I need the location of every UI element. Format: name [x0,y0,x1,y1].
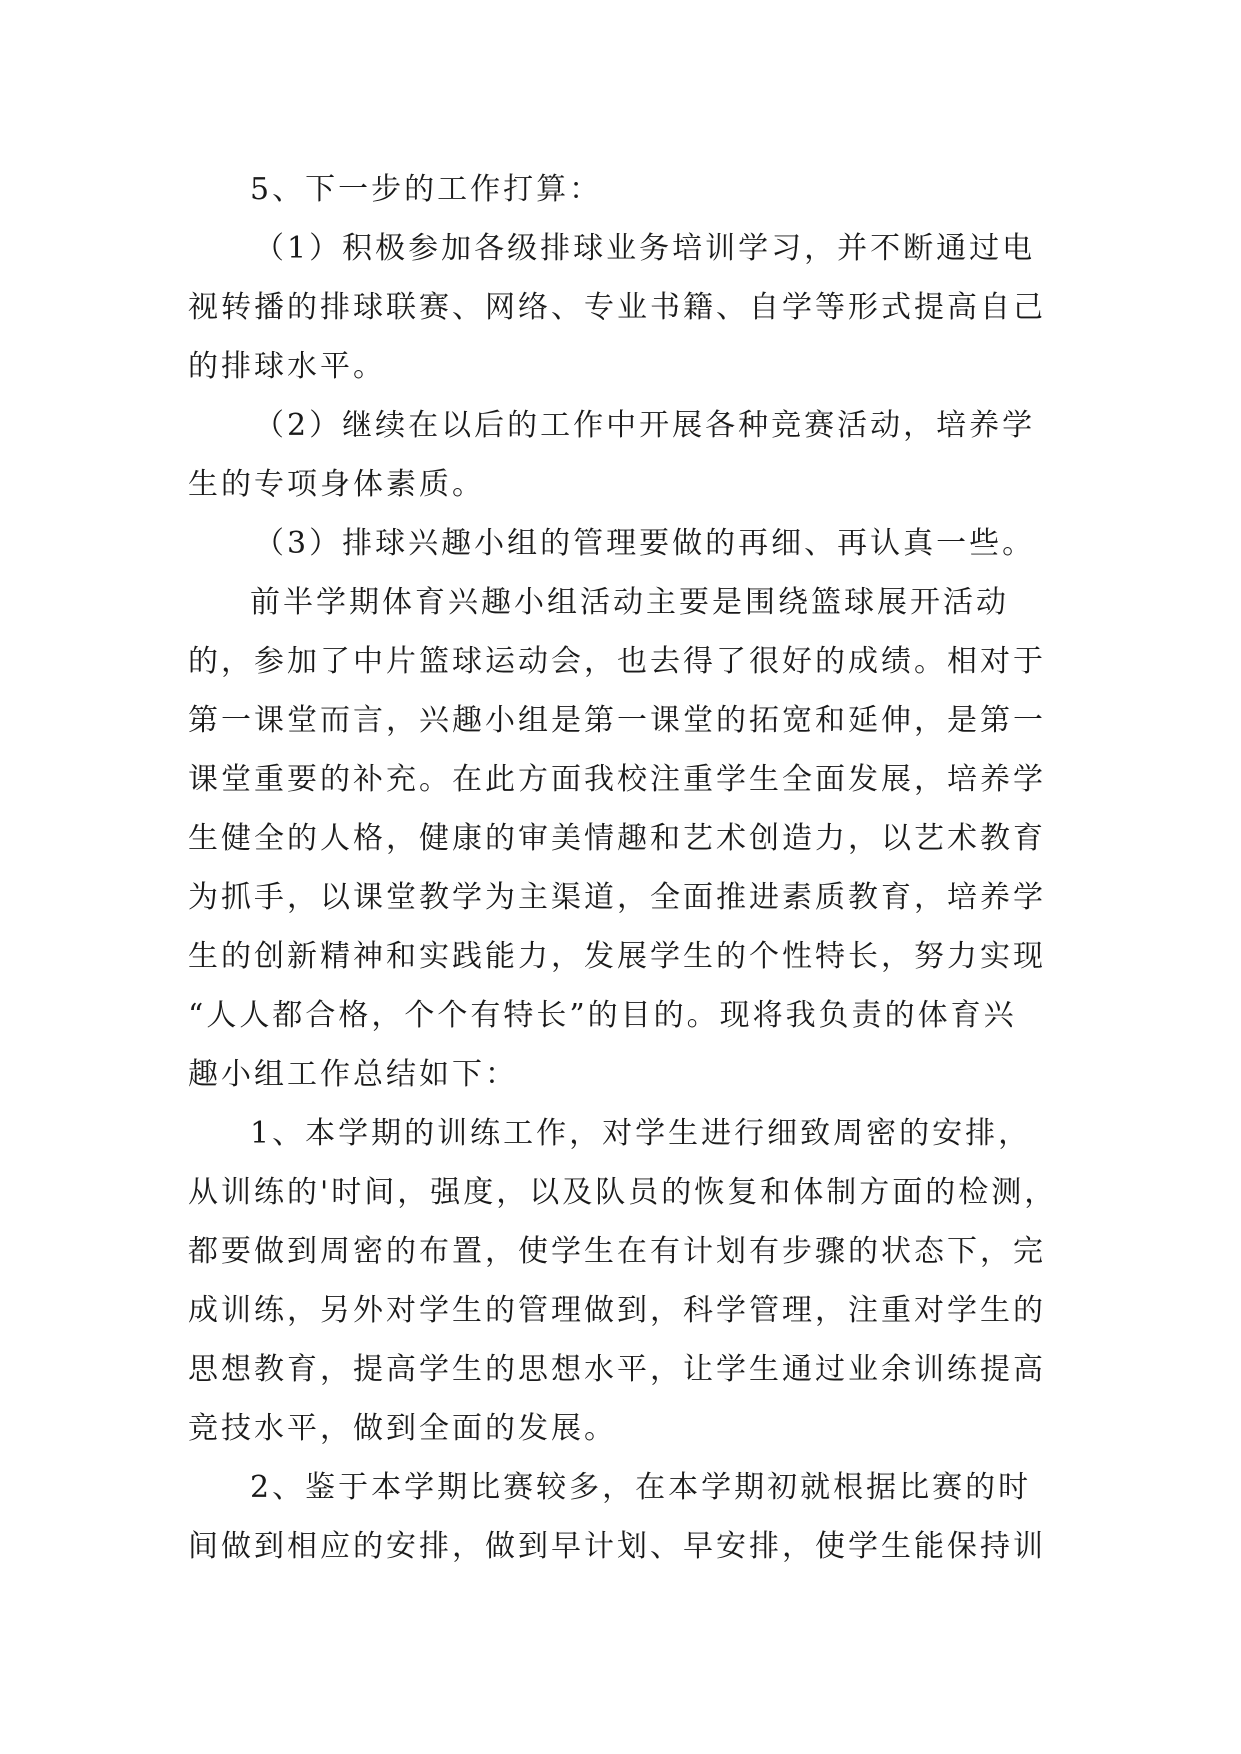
paragraph-intro-line-9: 趣小组工作总结如下： [188,1057,518,1092]
paragraph-intro-line-3: 第一课堂而言，兴趣小组是第一课堂的拓宽和延伸，是第一 [188,703,1046,738]
plan-item-1-line-3: 的排球水平。 [188,349,386,384]
summary-item-1-line-3: 都要做到周密的布置，使学生在有计划有步骤的状态下，完 [188,1234,1046,1269]
plan-item-2-line-1: （2）继续在以后的工作中开展各种竞赛活动，培养学 [254,408,1036,443]
summary-item-1-line-4: 成训练，另外对学生的管理做到，科学管理，注重对学生的 [188,1293,1046,1328]
summary-item-1-line-5: 思想教育，提高学生的思想水平，让学生通过业余训练提高 [188,1352,1046,1387]
paragraph-intro-line-2: 的，参加了中片篮球运动会，也去得了很好的成绩。相对于 [188,644,1046,679]
summary-item-1-line-2: 从训练的'时间，强度，以及队员的恢复和体制方面的检测， [188,1175,1058,1210]
summary-item-1-line-6: 竞技水平，做到全面的发展。 [188,1411,617,1446]
document-body [188,160,1058,1576]
plan-item-2-line-2: 生的专项身体素质。 [188,467,485,502]
plan-item-3-line-1: （3）排球兴趣小组的管理要做的再细、再认真一些。 [254,526,1036,561]
paragraph-intro-line-1: 前半学期体育兴趣小组活动主要是围绕篮球展开活动 [250,585,1009,620]
summary-item-2-line-2: 间做到相应的安排，做到早计划、早安排，使学生能保持训 [188,1529,1046,1564]
section-heading-next-plan: 5、下一步的工作打算： [250,172,603,207]
plan-item-1-line-1: （1）积极参加各级排球业务培训学习，并不断通过电 [254,231,1036,266]
summary-item-1-line-1: 1、本学期的训练工作，对学生进行细致周密的安排， [250,1116,1032,1151]
plan-item-1-line-2: 视转播的排球联赛、网络、专业书籍、自学等形式提高自己 [188,290,1046,325]
paragraph-intro-line-6: 为抓手，以课堂教学为主渠道，全面推进素质教育，培养学 [188,880,1046,915]
paragraph-intro-line-4: 课堂重要的补充。在此方面我校注重学生全面发展，培养学 [188,762,1046,797]
paragraph-intro-line-8: “人人都合格，个个有特长”的目的。现将我负责的体育兴 [188,998,1017,1033]
summary-item-2-line-1: 2、鉴于本学期比赛较多，在本学期初就根据比赛的时 [250,1470,1032,1505]
paragraph-intro-line-7: 生的创新精神和实践能力，发展学生的个性特长，努力实现 [188,939,1046,974]
paragraph-intro-line-5: 生健全的人格，健康的审美情趣和艺术创造力，以艺术教育 [188,821,1046,856]
